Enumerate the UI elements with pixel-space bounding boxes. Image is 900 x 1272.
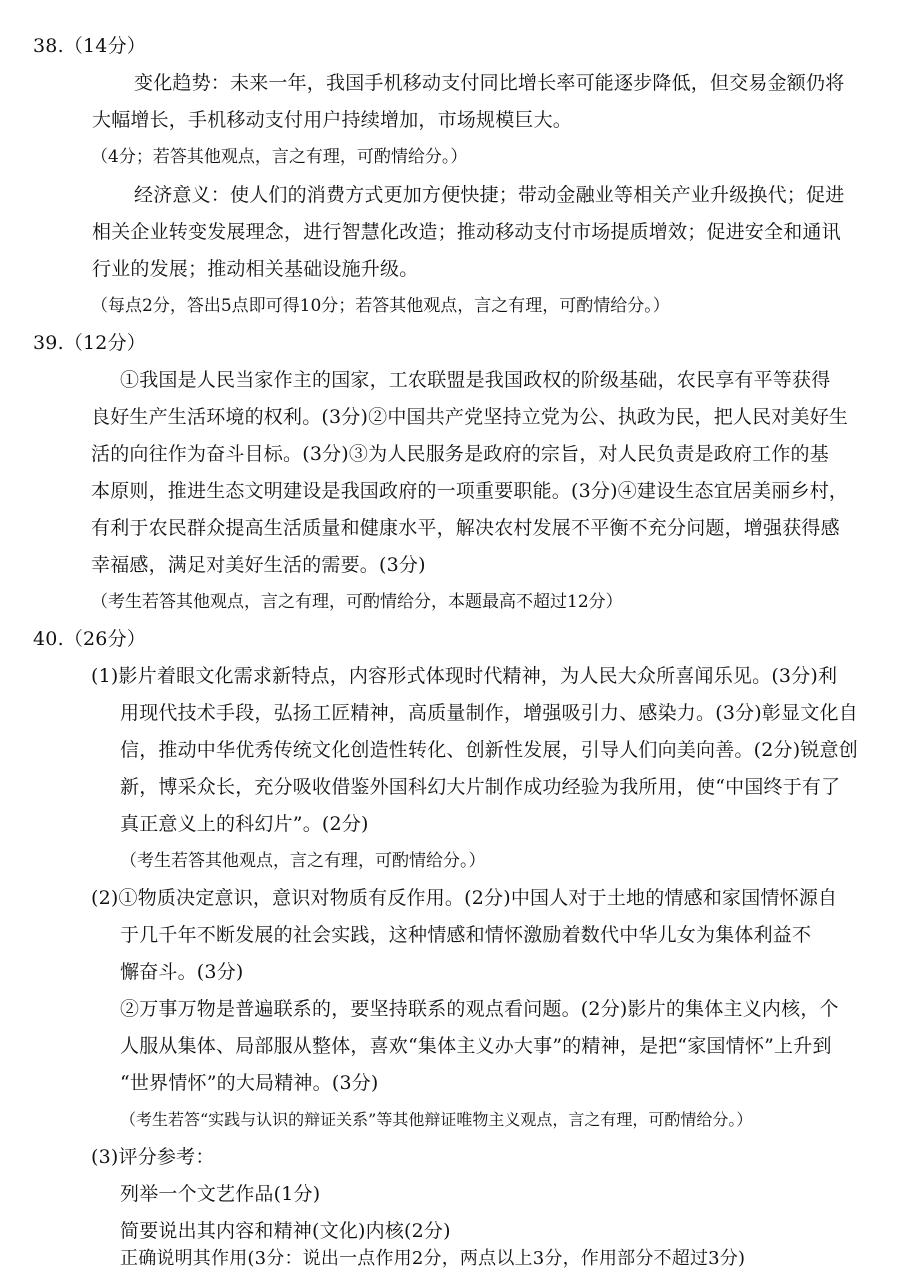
q40-part2-line-3: 懈奋斗。(3分) (120, 961, 244, 983)
q40-part3-header: (3)评分参考： (91, 1146, 215, 1168)
q40-part1-note: （考生若答其他观点，言之有理，可酌情给分。） (120, 851, 486, 871)
q38-trend-line-2: 大幅增长，手机移动支付用户持续增加，市场规模巨大。 (92, 109, 573, 131)
q40-part3-line-1: 列举一个文艺作品(1分) (120, 1183, 321, 1205)
q40-header: 40.（26分） (33, 628, 146, 650)
q39-line-3: 活的向往作为奋斗目标。(3分)③为人民服务是政府的宗旨，对人民负责是政府工作的基 (91, 443, 829, 465)
q40-part1-line-1: (1)影片着眼文化需求新特点，内容形式体现时代精神，为人民大众所喜闻乐见。(3分)利 (91, 665, 838, 687)
q40-part1-line-3: 信，推动中华优秀传统文化创造性转化、创新性发展，引导人们向美向善。(2分)锐意创 (120, 739, 858, 761)
q39-line-6: 幸福感，满足对美好生活的需要。(3分) (91, 554, 426, 576)
q40-part1-line-5: 真正意义上的科幻片”。(2分) (120, 813, 369, 835)
q38-econ-line-1: 经济意义：使人们的消费方式更加方便快捷；带动金融业等相关产业升级换代；促进 (134, 184, 845, 206)
q40-part2-note: （考生若答“实践与认识的辩证关系”等其他辩证唯物主义观点，言之有理，可酌情给分。） (120, 1110, 753, 1129)
q39-line-1: ①我国是人民当家作主的国家，工农联盟是我国政权的阶级基础，农民享有平等获得 (120, 369, 831, 391)
q38-econ-line-3: 行业的发展；推动相关基础设施升级。 (92, 258, 419, 280)
q39-line-5: 有利于农民群众提高生活质量和健康水平，解决农村发展不平衡不充分问题，增强获得感 (91, 517, 840, 539)
q40-part2-line-1: (2)①物质决定意识，意识对物质有反作用。(2分)中国人对于土地的情感和家国情怀源自 (91, 887, 838, 909)
q38-econ-line-2: 相关企业转变发展理念，进行智慧化改造；推动移动支付市场提质增效；促进安全和通讯 (92, 221, 841, 243)
q40-part1-line-4: 新，博采众长，充分吸收借鉴外国科幻大片制作成功经验为我所用，使“中国终于有了 (120, 776, 841, 798)
q40-part2-line-6: “世界情怀”的大局精神。(3分) (120, 1072, 379, 1094)
q39-line-2: 良好生产生活环境的权利。(3分)②中国共产党坚持立党为公、执政为民，把人民对美好生 (91, 406, 849, 428)
q40-part1-line-2: 用现代技术手段，弘扬工匠精神，高质量制作，增强吸引力、感染力。(3分)彰显文化自 (120, 702, 858, 724)
q40-part2-line-5: 人服从集体、局部服从整体，喜欢“集体主义办大事”的精神，是把“家国情怀”上升到 (120, 1035, 832, 1057)
q39-note: （考生若答其他观点，言之有理，可酌情给分，本题最高不超过12分） (91, 592, 623, 612)
q40-part2-line-4: ②万事万物是普遍联系的，要坚持联系的观点看问题。(2分)影片的集体主义内核，个 (120, 998, 839, 1020)
q40-part3-line-2: 简要说出其内容和精神(文化)内核(2分) (120, 1220, 451, 1242)
q40-part2-line-2: 于几千年不断发展的社会实践，这种情感和情怀激励着数代中华儿女为集体利益不 (120, 924, 812, 946)
q38-header: 38.（14分） (33, 35, 146, 57)
q39-line-4: 本原则，推进生态文明建设是我国政府的一项重要职能。(3分)④建设生态宜居美丽乡村， (91, 480, 849, 502)
q38-trend-note: （4分；若答其他观点，言之有理，可酌情给分。） (91, 147, 468, 167)
q38-econ-note: （每点2分，答出5点即可得10分；若答其他观点，言之有理，可酌情给分。） (91, 296, 670, 316)
q40-part3-line-3: 正确说明其作用(3分：说出一点作用2分，两点以上3分，作用部分不超过3分) (120, 1248, 746, 1269)
q39-header: 39.（12分） (33, 332, 146, 354)
q38-trend-line-1: 变化趋势：未来一年，我国手机移动支付同比增长率可能逐步降低，但交易金额仍将 (134, 72, 845, 94)
